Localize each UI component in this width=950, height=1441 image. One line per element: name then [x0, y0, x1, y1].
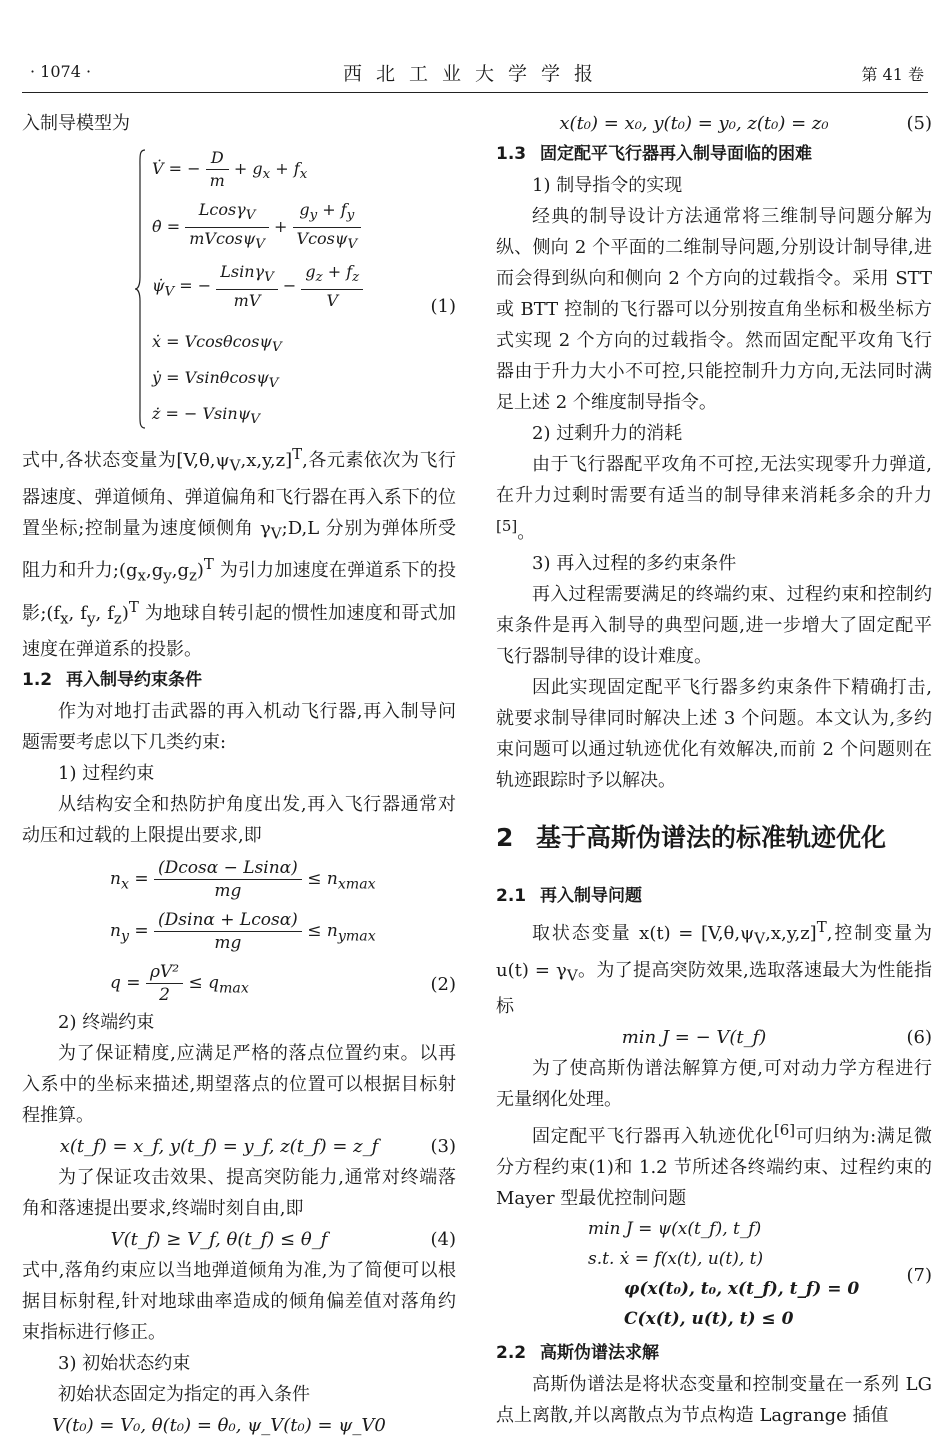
- paragraph: 式中,各状态变量为$[V,\theta,\psi_V,x,y,z]^T$,各元素依次为飞行器速度、弹道倾角、弹道偏角和飞行器在再入系下的位置坐标;控制量为速度倾侧角 $\gamma_V;D,L$ 分别为弹体所受阻力和升力$;(g_x,g_y,g_z)^T$ 为引力加速度在弹道系下的投影$;(f_x$, $f_y$, $f_z)^T$ 为地球自转引起的惯性加速度和哥式加速度在弹道系的投影。: [22, 445, 457, 661]
- eq7-line-4: C(x(t), u(t), t) ≤ 0: [624, 1309, 794, 1330]
- equation-1: [22, 145, 456, 435]
- equation-5-part-2: x(t₀) = x₀, y(t₀) = y₀, z(t₀) = z₀ (5): [559, 113, 932, 134]
- journal-title: 西北工业大学学报: [342, 63, 607, 85]
- list-item: 3) 初始状态约束: [58, 1353, 191, 1375]
- eq7-line-2: s.t. ẋ = f(x(t), u(t), t): [588, 1249, 764, 1270]
- equation-number: (7): [906, 1265, 932, 1287]
- paragraph: 由于飞行器配平攻角不可控,无法实现零升力弹道,在升力过剩时需要有适当的制导律来消耗多余的升力[5]。: [496, 454, 932, 543]
- paragraph: 高斯伪谱法是将状态变量和控制变量在一系列 LG 点上离散,并以离散点为节点构造 Lagrange 插值: [496, 1374, 932, 1427]
- equation-number: (2): [430, 974, 456, 996]
- paragraph: 初始状态固定为指定的再入条件: [58, 1384, 310, 1406]
- page-number: · 1074 ·: [30, 62, 92, 81]
- paragraph: 作为对地打击武器的再入机动飞行器,再入制导问题需要考虑以下几类约束:: [22, 701, 456, 754]
- eq1-line-6: ż = − Vsinψ$_V$: [152, 404, 260, 428]
- paragraph: 式中,落角约束应以当地弹道倾角为准,为了简便可以根据目标射程,针对地球曲率造成的倾角偏差值对落角约束指标进行修正。: [22, 1260, 456, 1344]
- section-heading: 2.2 高斯伪谱法求解: [496, 1343, 659, 1364]
- volume-label: 第 41 卷: [861, 65, 924, 84]
- equation-6: min J = − V(t_f) (6): [621, 1027, 932, 1049]
- eq1-line-5: ẏ = Vsinθcosψ$_V$: [152, 368, 279, 392]
- section-heading: 1.2 再入制导约束条件: [22, 670, 202, 691]
- list-item: 2) 过剩升力的消耗: [532, 423, 683, 444]
- paragraph: 从结构安全和热防护角度出发,再入飞行器通常对动压和过载的上限提出要求,即: [22, 794, 456, 847]
- eq1-line-1: V̇ = − $\frac{D}{m}$ + $g_x + f_x$: [152, 148, 308, 190]
- eq7-line-1: min J = ψ(x(t_f), t_f): [588, 1219, 762, 1240]
- equation-7: [496, 1216, 932, 1336]
- brace-symbol: [134, 149, 146, 429]
- paragraph: 为了使高斯伪谱法解算方便,可对动力学方程进行无量纲化处理。: [496, 1058, 932, 1111]
- paragraph: 为了保证攻击效果、提高突防能力,通常对终端落角和落速提出要求,终端时刻自由,即: [22, 1167, 456, 1220]
- eq1-line-2: θ̇ = $\frac{Lcos\gamma_V}{mVcos\psi_V}$ + $\frac{g_y + f_y}{Vcos\psi_V}$: [152, 199, 361, 256]
- equation-number: (1): [430, 296, 456, 317]
- eq1-line-3: $\psi̇_V$ = − $\frac{Lsin\gamma_V}{mV}$ − $\frac{g_z + f_z}{V}$: [152, 261, 363, 312]
- paragraph: 为了保证精度,应满足严格的落点位置约束。以再入系中的坐标来描述,期望落点的位置可以根据目标射程推算。: [22, 1043, 456, 1127]
- section-heading: 1.3 固定配平飞行器再入制导面临的困难: [496, 144, 812, 164]
- eq2-nx: $n_x$ = $\frac{(Dcos\alpha - Lsin\alpha)}{mg}$ ≤ $n_{xmax}$: [110, 858, 376, 902]
- section-heading: 2.1 再入制导问题: [496, 886, 642, 906]
- equation-3: x(t_f) = x_f, y(t_f) = y_f, z(t_f) = z_f (3): [59, 1136, 456, 1158]
- list-item: 1) 制导指令的实现: [532, 175, 683, 196]
- equation-2: [22, 851, 456, 1006]
- citation[interactable]: [5]: [496, 517, 518, 535]
- equation-5-part-1: V(t₀) = V₀, θ(t₀) = θ₀, ψ_V(t₀) = ψ_V0: [52, 1415, 386, 1437]
- eq1-line-4: ẋ = Vcosθcosψ$_V$: [152, 332, 282, 356]
- paragraph: 经典的制导设计方法通常将三维制导问题分解为纵、侧向 2 个平面的二维制导问题,分别设计制导律,进而会得到纵向和侧向 2 个方向的过载指令。采用 STT 或 BTT 控制的飞行器可以分别按直角坐标和极坐标方式实现 2 个方向的过载指令。然而固定配平攻角飞行器由于升力大小不可控,只能控制升力方向,无法同时满足上述 2 个维度制导指令。: [496, 206, 932, 413]
- equation-4: V(t_f) ≥ V_f, θ(t_f) ≤ θ_f (4): [110, 1229, 456, 1251]
- list-item: 1) 过程约束: [58, 763, 155, 785]
- header-rule: [22, 92, 928, 93]
- paragraph: 固定配平飞行器再入轨迹优化[6]可归纳为:满足微分方程约束(1)和 1.2 节所述各终端约束、过程约束的 Mayer 型最优控制问题: [496, 1121, 932, 1210]
- paragraph: 再入过程需要满足的终端约束、过程约束和控制约束条件是再入制导的典型问题,进一步增大了固定配平飞行器制导律的设计难度。: [496, 584, 932, 667]
- right-column: [496, 108, 932, 1431]
- left-column: [22, 108, 456, 1441]
- citation[interactable]: [6]: [773, 1121, 796, 1140]
- paragraph: 因此实现固定配平飞行器多约束条件下精确打击,就要求制导律同时解决上述 3 个问题。本文认为,多约束问题可以通过轨迹优化有效解决,而前 2 个问题则在轨迹跟踪时予以解决。: [496, 677, 932, 791]
- eq2-ny: $n_y$ = $\frac{(Dsin\alpha + Lcos\alpha)}{mg}$ ≤ $n_{ymax}$: [110, 910, 376, 954]
- page-header: [0, 0, 950, 92]
- paragraph: 入制导模型为: [22, 113, 130, 134]
- chapter-heading: 2 基于高斯伪谱法的标准轨迹优化: [496, 823, 887, 852]
- paragraph: 取状态变量 $x(t) = [V,\theta,\psi_V,x,y,z]^T$,控制变量为 $u(t) = \gamma_V$。为了提高突防效果,选取落速最大为性能指标: [496, 918, 932, 1018]
- eq2-q: q = $\frac{\text{ρV²}}{2}$ ≤ $q_{max}$: [110, 962, 249, 1006]
- list-item: 2) 终端约束: [58, 1012, 155, 1034]
- eq7-line-3: φ(x(t₀), t₀, x(t_f), t_f) = 0: [624, 1279, 860, 1300]
- list-item: 3) 再入过程的多约束条件: [532, 553, 737, 574]
